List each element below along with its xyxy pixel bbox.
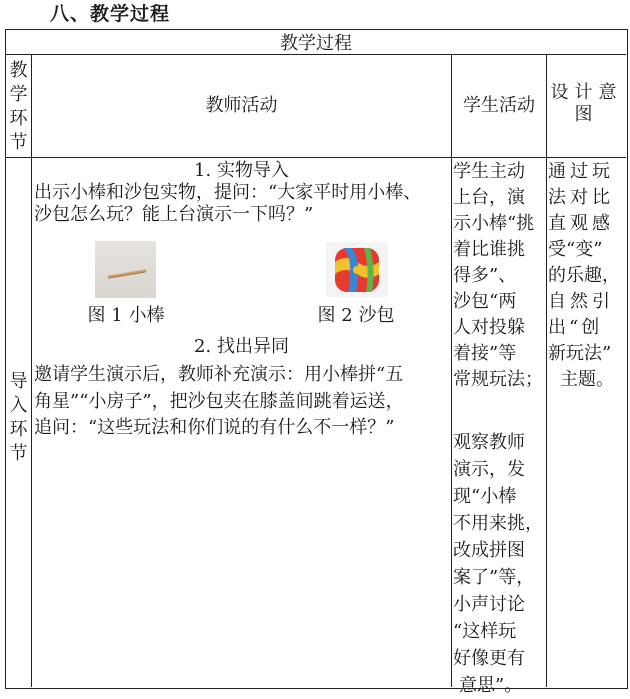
student-line: 学生主动 <box>453 161 525 182</box>
student-line: 小声讨论 <box>453 594 525 615</box>
row-section-char: 环 <box>9 419 28 440</box>
row-section-char: 节 <box>9 443 28 464</box>
figure2-caption: 图 2 沙包 <box>317 305 395 326</box>
header-section-char: 环 <box>9 107 28 129</box>
design-line: 主题。 <box>560 369 614 390</box>
student-line: 沙包“两 <box>453 291 517 312</box>
step2-line3: 追问：“这些玩法和你们说的有什么不一样？” <box>34 417 395 438</box>
step1-title: 1. 实物导入 <box>194 160 289 181</box>
header-section-char: 教 <box>9 59 28 81</box>
student-line: 不用来挑， <box>453 513 543 534</box>
header-design: 设计意图 <box>550 82 623 125</box>
student-line: 意思”。 <box>459 675 523 696</box>
step2-title: 2. 找出异同 <box>194 336 289 357</box>
step2-line1: 邀请学生演示后，教师补充演示：用小棒拼“五 <box>34 364 404 385</box>
design-intent <box>548 159 625 393</box>
student-line: 人对投躲 <box>453 317 525 338</box>
table-title: 教学过程 <box>280 33 352 54</box>
student-line: 常规玩法； <box>453 369 543 390</box>
divider <box>546 54 547 687</box>
student-line: 现“小棒 <box>453 486 517 507</box>
divider <box>6 157 626 158</box>
stick-image <box>95 241 156 298</box>
step1-line1: 出示小棒和沙包实物，提问：“大家平时用小棒、 <box>34 182 422 203</box>
student-line: 观察教师 <box>453 432 525 453</box>
student-line: 改成拼图 <box>453 540 525 561</box>
student-activity <box>453 159 545 699</box>
design-line: 自然引 <box>548 291 614 312</box>
student-line: 案了”等， <box>453 567 535 588</box>
header-section-char: 节 <box>9 131 28 153</box>
header-section-char: 学 <box>9 83 28 105</box>
step2-line2: 角星”“小房子”，把沙包夹在膝盖间跳着运送， <box>34 391 404 412</box>
header-teacher: 教师活动 <box>205 95 278 116</box>
student-line: 好像更有 <box>453 648 525 669</box>
design-line: 新玩法” <box>548 343 612 364</box>
design-line: 直观感 <box>548 213 614 234</box>
design-line: 通过玩 <box>548 161 614 182</box>
student-line: 演示，发 <box>453 459 525 480</box>
design-line: 受“变” <box>548 239 603 260</box>
design-line: 的乐趣， <box>548 265 620 286</box>
student-line-blank <box>453 393 545 429</box>
header-section <box>6 56 31 157</box>
student-line: 示小棒“挑 <box>453 213 535 234</box>
figure1-caption: 图 1 小棒 <box>87 305 165 326</box>
design-line: 出“创 <box>548 317 603 338</box>
student-line: 上台，演 <box>453 187 525 208</box>
section-heading: 八、教学过程 <box>50 3 171 25</box>
step1-line2: 沙包怎么玩？能上台演示一下吗？” <box>34 204 314 225</box>
row-section <box>6 370 31 466</box>
student-line: 着比谁挑 <box>453 239 525 260</box>
teaching-process-table <box>5 29 628 696</box>
student-line: “这样玩 <box>453 621 517 642</box>
header-student: 学生活动 <box>463 95 535 116</box>
design-line: 法对比 <box>548 187 614 208</box>
sandbag-image <box>326 242 388 297</box>
student-line: 得多”、 <box>453 265 517 286</box>
student-line: 着接”等 <box>453 343 517 364</box>
row-section-char: 导 <box>9 371 28 392</box>
row-section-char: 入 <box>9 395 28 416</box>
